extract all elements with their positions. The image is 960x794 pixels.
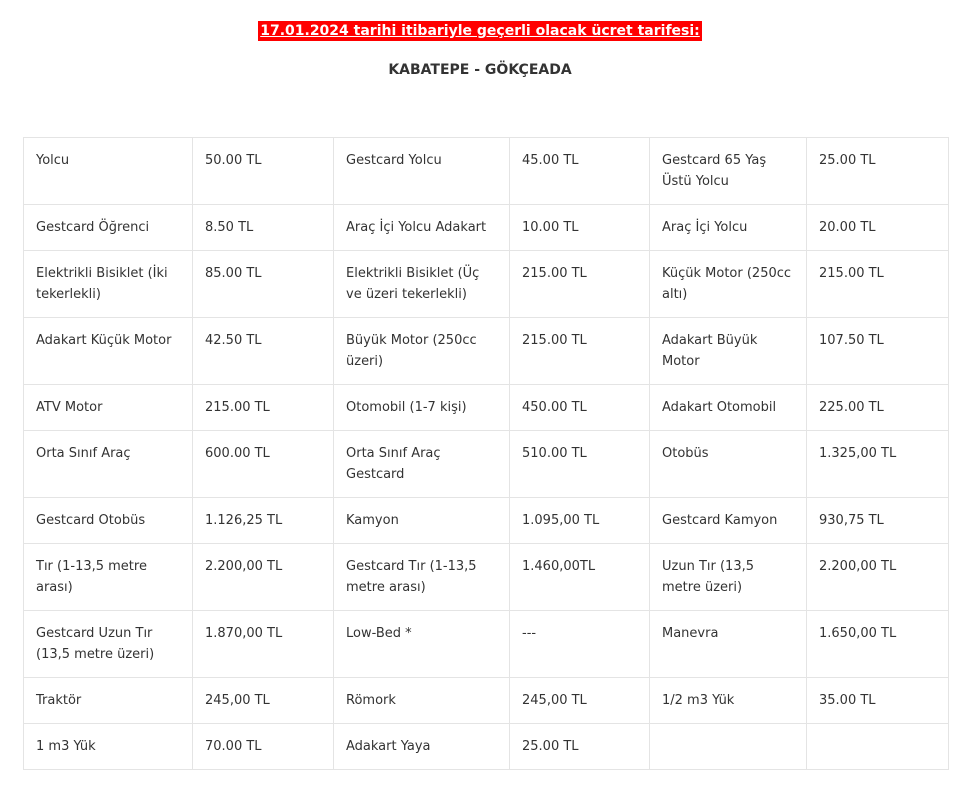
fare-price-cell: 215.00 TL (193, 385, 334, 431)
fare-price-cell: 225.00 TL (807, 385, 949, 431)
fare-label-cell: Adakart Yaya (334, 724, 510, 770)
fare-label-cell: Low-Bed * (334, 611, 510, 678)
fare-label-cell: Adakart Büyük Motor (650, 318, 807, 385)
fare-label-cell: Tır (1-13,5 metre arası) (24, 544, 193, 611)
fare-label-cell: Kamyon (334, 498, 510, 544)
fare-label-cell: Büyük Motor (250cc üzeri) (334, 318, 510, 385)
fare-price-cell: 42.50 TL (193, 318, 334, 385)
table-row (24, 724, 949, 770)
fare-price-cell: 85.00 TL (193, 251, 334, 318)
fare-label-cell: Gestcard Öğrenci (24, 205, 193, 251)
fare-price-cell: 510.00 TL (510, 431, 650, 498)
fare-price-cell: 10.00 TL (510, 205, 650, 251)
fare-label-cell: Otomobil (1-7 kişi) (334, 385, 510, 431)
fare-label-cell: ATV Motor (24, 385, 193, 431)
table-row (24, 318, 949, 385)
fare-label-cell: Elektrikli Bisiklet (Üç ve üzeri tekerlekli) (334, 251, 510, 318)
fare-label-cell: Araç İçi Yolcu (650, 205, 807, 251)
table-row (24, 498, 949, 544)
fare-price-cell: 1.460,00TL (510, 544, 650, 611)
fare-price-cell: 1.126,25 TL (193, 498, 334, 544)
fare-price-cell: 1.325,00 TL (807, 431, 949, 498)
fare-label-cell: Elektrikli Bisiklet (İki tekerlekli) (24, 251, 193, 318)
route-title: KABATEPE - GÖKÇEADA (388, 62, 572, 78)
fare-price-cell: 2.200,00 TL (807, 544, 949, 611)
fare-label-cell: Orta Sınıf Araç (24, 431, 193, 498)
table-row (24, 678, 949, 724)
fare-price-cell: 215.00 TL (807, 251, 949, 318)
fare-price-cell: 70.00 TL (193, 724, 334, 770)
fare-table-body (24, 138, 949, 770)
fare-label-cell: Gestcard 65 Yaş Üstü Yolcu (650, 138, 807, 205)
fare-label-cell: 1/2 m3 Yük (650, 678, 807, 724)
fare-price-cell: 930,75 TL (807, 498, 949, 544)
table-row (24, 251, 949, 318)
fare-price-cell: 245,00 TL (193, 678, 334, 724)
title-wrapper (0, 20, 960, 41)
fare-price-cell: 2.200,00 TL (193, 544, 334, 611)
fare-label-cell (650, 724, 807, 770)
fare-label-cell: Araç İçi Yolcu Adakart (334, 205, 510, 251)
fare-label-cell: Otobüs (650, 431, 807, 498)
table-row (24, 138, 949, 205)
fare-price-cell: 450.00 TL (510, 385, 650, 431)
table-row (24, 385, 949, 431)
fare-label-cell: Adakart Küçük Motor (24, 318, 193, 385)
fare-label-cell: Gestcard Uzun Tır (13,5 metre üzeri) (24, 611, 193, 678)
fare-price-cell: 107.50 TL (807, 318, 949, 385)
tariff-title: 17.01.2024 tarihi itibariyle geçerli olacak ücret tarifesi: (260, 23, 700, 39)
fare-price-cell (807, 724, 949, 770)
fare-label-cell: Uzun Tır (13,5 metre üzeri) (650, 544, 807, 611)
fare-label-cell: 1 m3 Yük (24, 724, 193, 770)
table-row (24, 544, 949, 611)
fare-price-cell: 215.00 TL (510, 318, 650, 385)
fare-price-cell: 25.00 TL (807, 138, 949, 205)
fare-label-cell: Gestcard Yolcu (334, 138, 510, 205)
fare-label-cell: Traktör (24, 678, 193, 724)
fare-price-cell: 215.00 TL (510, 251, 650, 318)
fare-price-cell: 25.00 TL (510, 724, 650, 770)
fare-label-cell: Küçük Motor (250cc altı) (650, 251, 807, 318)
fare-label-cell: Adakart Otomobil (650, 385, 807, 431)
fare-price-cell: 20.00 TL (807, 205, 949, 251)
fare-price-cell: 245,00 TL (510, 678, 650, 724)
fare-label-cell: Orta Sınıf Araç Gestcard (334, 431, 510, 498)
fare-label-cell: Gestcard Kamyon (650, 498, 807, 544)
fare-label-cell: Gestcard Otobüs (24, 498, 193, 544)
fare-label-cell: Römork (334, 678, 510, 724)
fare-label-cell: Yolcu (24, 138, 193, 205)
fare-price-cell: --- (510, 611, 650, 678)
fare-price-cell: 35.00 TL (807, 678, 949, 724)
fare-price-cell: 1.095,00 TL (510, 498, 650, 544)
fare-label-cell: Manevra (650, 611, 807, 678)
fare-price-cell: 600.00 TL (193, 431, 334, 498)
fare-price-cell: 50.00 TL (193, 138, 334, 205)
fare-price-cell: 1.650,00 TL (807, 611, 949, 678)
fare-price-cell: 45.00 TL (510, 138, 650, 205)
table-row (24, 611, 949, 678)
table-row (24, 431, 949, 498)
fare-price-cell: 8.50 TL (193, 205, 334, 251)
fare-label-cell: Gestcard Tır (1-13,5 metre arası) (334, 544, 510, 611)
table-row (24, 205, 949, 251)
fare-price-cell: 1.870,00 TL (193, 611, 334, 678)
fare-table (23, 137, 949, 770)
